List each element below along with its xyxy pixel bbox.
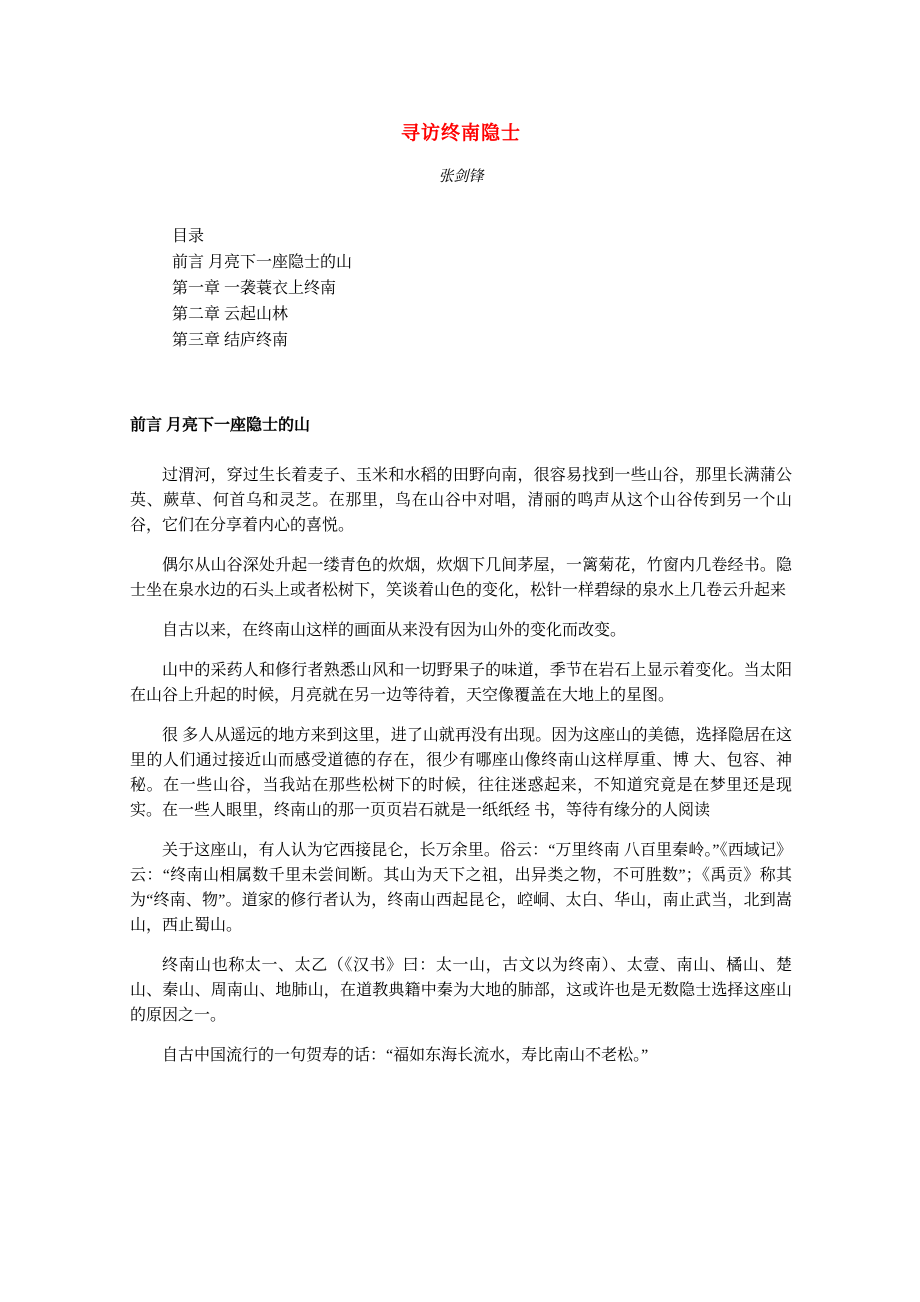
body-text	[130, 463, 792, 1068]
toc-entry-chapter1: 第一章 一袭蓑衣上终南	[172, 280, 337, 297]
body-paragraph: 自古中国流行的一句贺寿的话：“福如东海长流水，寿比南山不老松。”	[162, 1047, 649, 1064]
body-paragraph: 山中的采药人和修行者熟悉山风和一切野果子的味道，季节在岩石上显示着变化。当太阳在山谷上升起的时候，月亮就在另一边等待着，天空像覆盖在大地上的星图。	[130, 662, 792, 704]
document-title: 寻访终南隐士	[400, 123, 521, 144]
table-of-contents	[130, 224, 792, 354]
body-paragraph: 很 多人从遥远的地方来到这里，进了山就再没有出现。因为这座山的美德，选择隐居在这里的人们通过接近山而感受道德的存在，很少有哪座山像终南山这样厚重、博 大、包容、神秘。在一些山谷，当我站在那些松树下的时候，往往迷惑起来，不知道究竟是在梦里还是现实。在一些人眼里，终南山的那一页页岩石就是一纸纸经 书，等待有缘分的人阅读	[130, 727, 792, 819]
body-paragraph: 自古以来，在终南山这样的画面从来没有因为山外的变化而改变。	[162, 622, 627, 639]
body-paragraph: 关于这座山，有人认为它西接昆仑，长万余里。俗云：“万里终南 八百里秦岭。”《西域记》云：“终南山相属数千里未尝间断。其山为天下之祖，出异类之物，不可胜数”；《禹贡》称其为“终南、物”。道家的修行者认为，终南山西起昆仑，崆峒、太白、华山，南止武当，北到嵩山，西止蜀山。	[130, 842, 792, 934]
section-heading-preface: 前言 月亮下一座隐士的山	[130, 417, 311, 434]
body-paragraph: 终南山也称太一、太乙（《汉书》曰：太一山，古文以为终南）、太壹、南山、橘山、楚山、秦山、周南山、地肺山，在道教典籍中秦为大地的肺部，这或许也是无数隐士选择这座山的原因之一。	[130, 957, 792, 1024]
toc-entry-chapter2: 第二章 云起山林	[172, 306, 289, 323]
toc-entry-preface: 前言 月亮下一座隐士的山	[172, 254, 353, 271]
body-paragraph: 偶尔从山谷深处升起一缕青色的炊烟，炊烟下几间茅屋，一篱菊花，竹窗内几卷经书。隐士坐在泉水边的石头上或者松树下，笑谈着山色的变化，松针一样碧绿的泉水上几卷云升起来	[130, 557, 792, 599]
toc-entry-chapter3: 第三章 结庐终南	[172, 332, 289, 349]
author-name: 张剑锋	[438, 169, 484, 185]
body-paragraph: 过渭河，穿过生长着麦子、玉米和水稻的田野向南，很容易找到一些山谷，那里长满蒲公英、蕨草、何首乌和灵芝。在那里，鸟在山谷中对唱，清丽的鸣声从这个山谷传到另一个山谷，它们在分享着内心的喜悦。	[130, 467, 792, 534]
toc-heading: 目录	[172, 228, 205, 245]
